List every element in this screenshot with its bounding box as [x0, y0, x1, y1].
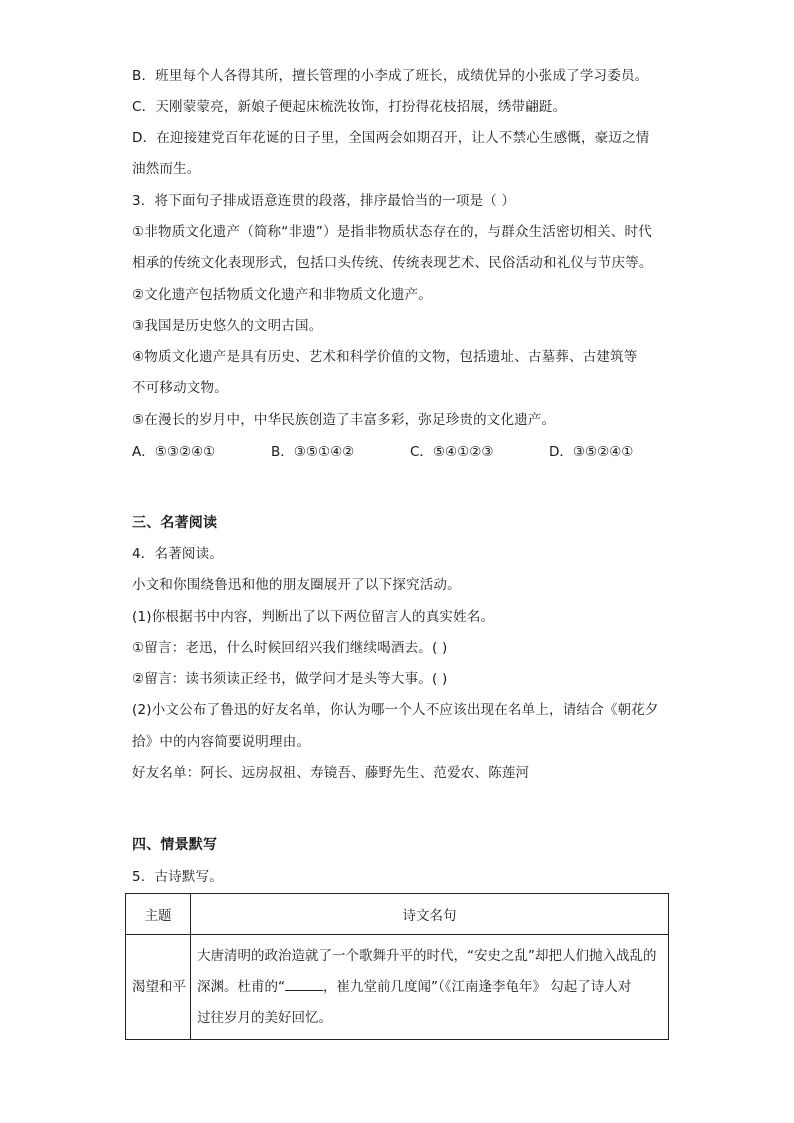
table-header-lines: 诗文名句	[191, 894, 669, 935]
q2-option-d-line2: 油然而生。	[132, 161, 201, 177]
poem-line-2-start: 深渊。杜甫的“	[197, 978, 285, 995]
table-cell-lines	[191, 935, 669, 1040]
q3-sentence-2: ②文化遗产包括物质文化遗产和非物质文化遗产。	[132, 287, 433, 303]
q3-sentence-5: ⑤在漫长的岁月中，中华民族创造了丰富多彩，弥足珍贵的文化遗产。	[132, 412, 556, 428]
poem-table	[125, 893, 669, 1040]
poem-line-3: 过往岁月的美好回忆。	[197, 1009, 332, 1026]
poem-line-2	[197, 972, 662, 1003]
q4-message-1: ①留言：老迅，什么时候回绍兴我们继续喝酒去。( )	[132, 640, 448, 656]
q3-option-a: A．⑤③②④①	[132, 444, 216, 460]
table-header-row	[126, 894, 669, 935]
poem-line-2-end: ，崔九堂前几度闻”（《江南逢李龟年》 勾起了诗人对	[323, 978, 632, 995]
q3-sentence-1-line1: ①非物质文化遗产（简称“非遗”）是指非物质状态存在的，与群众生活密切相关、时代	[132, 224, 652, 240]
q3-sentence-3: ③我国是历史悠久的文明古国。	[132, 318, 323, 334]
q3-sentence-4-line2: 不可移动文物。	[132, 380, 228, 396]
q3-sentence-4-line1: ④物质文化遗产是具有历史、艺术和科学价值的文物，包括遗址、古墓葬、古建筑等	[132, 349, 638, 365]
table-row	[126, 935, 669, 1040]
q5-stem: 5．古诗默写。	[132, 869, 223, 885]
q4-message-2: ②留言：读书须读正经书，做学问才是头等大事。( )	[132, 671, 448, 687]
section-heading-4: 四、情景默写	[132, 837, 218, 853]
q3-sentence-1-line2: 相承的传统文化表现形式，包括口头传统、传统表现艺术、民俗活动和礼仪与节庆等。	[132, 255, 653, 271]
q3-option-b: B．③⑤①④②	[271, 444, 355, 460]
q4-stem: 4．名著阅读。	[132, 546, 223, 562]
q3-option-c: C．⑤④①②③	[410, 444, 494, 460]
q3-stem: 3．将下面句子排成语意连贯的段落，排序最恰当的一项是（ ）	[132, 193, 516, 209]
q4-friend-list: 好友名单：阿长、远房叔祖、寿镜吾、藤野先生、范爱农、陈莲河	[132, 765, 530, 781]
poem-line-1: 大唐清明的政治造就了一个歌舞升平的时代，“安史之乱”却把人们抛入战乱的	[197, 947, 657, 964]
q2-option-d-line1: D．在迎接建党百年花诞的日子里，全国两会如期召开，让人不禁心生感慨，豪迈之情	[132, 130, 650, 146]
q3-option-d: D．③⑤②④①	[549, 444, 634, 460]
q4-part-2-line1: (2)小文公布了鲁迅的好友名单，你认为哪一个人不应该出现在名单上，请结合《朝花夕	[132, 702, 659, 718]
section-heading-3: 三、名著阅读	[132, 515, 218, 531]
q4-part-1: (1)你根据书中内容，判断出了以下两位留言人的真实姓名。	[132, 609, 495, 625]
q4-part-2-line2: 拾》中的内容简要说明理由。	[132, 734, 311, 750]
answer-blank[interactable]	[285, 976, 323, 991]
q4-intro: 小文和你围绕鲁迅和他的朋友圈展开了以下探究活动。	[132, 577, 461, 593]
q2-option-b: B．班里每个人各得其所，擅长管理的小李成了班长，成绩优异的小张成了学习委员。	[132, 68, 649, 84]
table-header-theme: 主题	[126, 894, 191, 935]
theme-text: 渴望和平	[132, 979, 186, 995]
table-cell-theme	[126, 935, 191, 1040]
q2-option-c: C．天刚蒙蒙亮，新娘子便起床梳洗妆饰，打扮得花枝招展，绣带翩跹。	[132, 99, 567, 115]
